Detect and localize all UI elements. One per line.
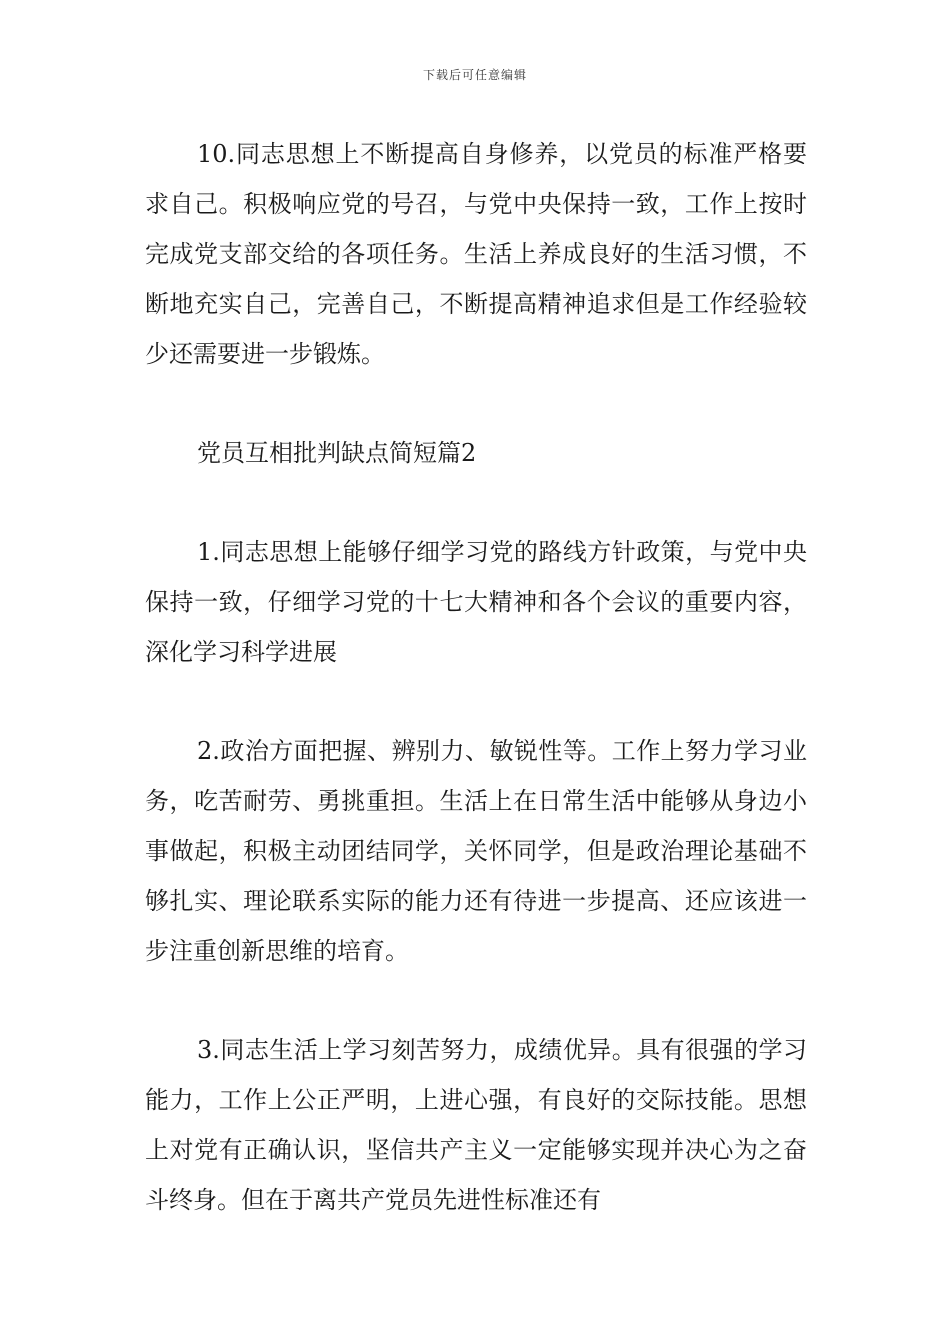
section-heading: 党员互相批判缺点简短篇2 [197, 439, 477, 467]
paragraph-spacer [145, 976, 807, 1025]
paragraph-spacer [145, 379, 807, 428]
paragraph-spacer [145, 677, 807, 726]
paragraph-2: 2.政治方面把握、辨别力、敏锐性等。工作上努力学习业务，吃苦耐劳、勇挑重担。生活上在日常生活中能够从身边小事做起，积极主动团结同学，关怀同学，但是政治理论基础不够扎实、理论联系实际的能力还有待进一步提高、还应该进一步注重创新思维的培育。 [145, 737, 807, 965]
document-body [145, 129, 807, 1225]
paragraph-10: 10.同志思想上不断提高自身修养，以党员的标准严格要求自己。积极响应党的号召，与党中央保持一致，工作上按时完成党支部交给的各项任务。生活上养成良好的生活习惯，不断地充实自己，完善自己，不断提高精神追求但是工作经验较少还需要进一步锻炼。 [145, 140, 807, 368]
page-header: 下载后可任意编辑 [422, 68, 527, 82]
paragraph-spacer [145, 478, 807, 527]
paragraph-3: 3.同志生活上学习刻苦努力，成绩优异。具有很强的学习能力，工作上公正严明，上进心强，有良好的交际技能。思想上对党有正确认识，坚信共产主义一定能够实现并决心为之奋斗终身。但在于离共产党员先进性标准还有 [145, 1036, 807, 1214]
paragraph-1: 1.同志思想上能够仔细学习党的路线方针政策，与党中央保持一致，仔细学习党的十七大精神和各个会议的重要内容，深化学习科学进展 [145, 538, 807, 666]
